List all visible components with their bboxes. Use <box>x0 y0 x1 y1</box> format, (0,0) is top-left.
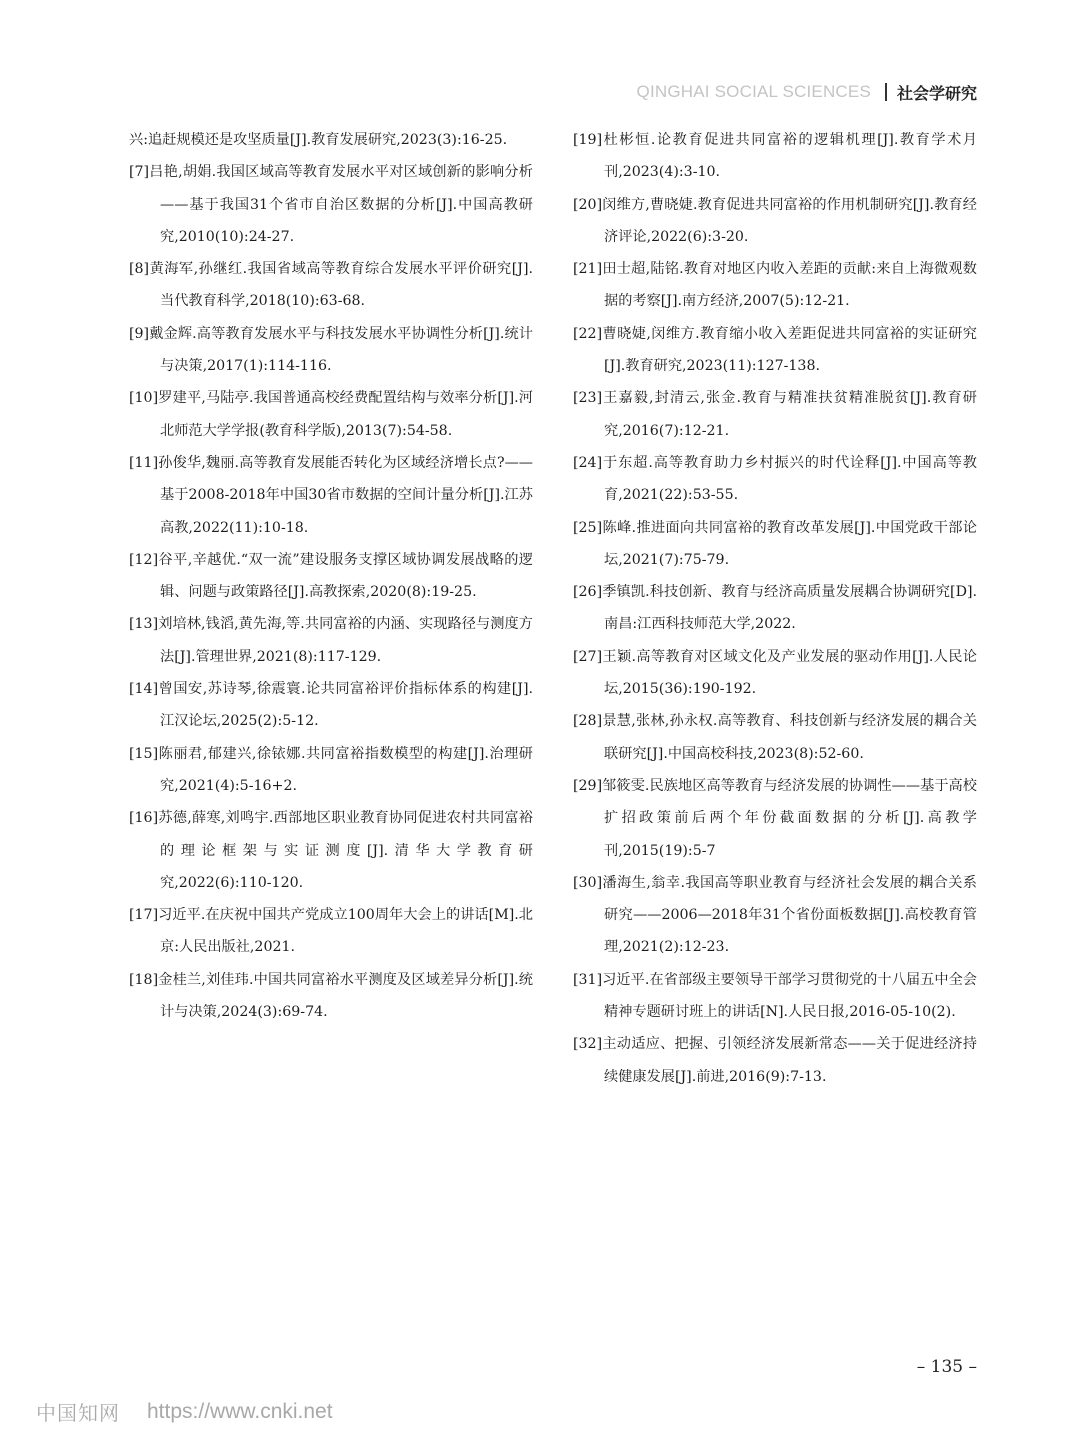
header-divider <box>885 83 887 101</box>
reference-item: [19]杜彬恒.论教育促进共同富裕的逻辑机理[J].教育学术月刊,2023(4):3-10. <box>573 132 977 181</box>
reference-item: 兴:追赶规模还是攻坚质量[J].教育发展研究,2023(3):16-25. <box>129 132 508 148</box>
references-right-column <box>573 124 977 1093</box>
reference-item: [15]陈丽君,郁建兴,徐铱娜.共同富裕指数模型的构建[J].治理研究,2021(4):5-16+2. <box>129 745 533 794</box>
reference-item: [7]吕艳,胡娟.我国区域高等教育发展水平对区域创新的影响分析——基于我国31个省市自治区数据的分析[J].中国高教研究,2010(10):24-27. <box>129 164 533 245</box>
reference-item: [29]邹筱雯.民族地区高等教育与经济发展的协调性——基于高校扩招政策前后两个年份截面数据的分析[J].高教学刊,2015(19):5-7 <box>573 777 977 859</box>
running-header <box>637 80 977 104</box>
reference-item: [10]罗建平,马陆亭.我国普通高校经费配置结构与效率分析[J].河北师范大学学报(教育科学版),2013(7):54-58. <box>129 390 533 439</box>
reference-item: [32]主动适应、把握、引领经济发展新常态——关于促进经济持续健康发展[J].前进,2016(9):7-13. <box>573 1036 977 1085</box>
reference-item: [9]戴金辉.高等教育发展水平与科技发展水平协调性分析[J].统计与决策,2017(1):114-116. <box>129 325 533 375</box>
journal-name-english: QINGHAI SOCIAL SCIENCES <box>636 82 871 101</box>
watermark-site-name: 中国知网 <box>36 1401 120 1425</box>
reference-item: [22]曹晓婕,闵维方.教育缩小收入差距促进共同富裕的实证研究[J].教育研究,2023(11):127-138. <box>573 325 977 375</box>
reference-item: [18]金桂兰,刘佳玮.中国共同富裕水平测度及区域差异分析[J].统计与决策,2024(3):69-74. <box>129 971 533 1021</box>
section-title: 社会学研究 <box>896 83 977 103</box>
reference-item: [11]孙俊华,魏丽.高等教育发展能否转化为区域经济增长点?——基于2008-2018年中国30省市数据的空间计量分析[J].江苏高教,2022(11):10-18. <box>129 454 533 536</box>
reference-item: [12]谷平,辛越优.“双一流”建设服务支撑区域协调发展战略的逻辑、问题与政策路径[J].高教探索,2020(8):19-25. <box>129 551 533 601</box>
reference-item: [30]潘海生,翁幸.我国高等职业教育与经济社会发展的耦合关系研究——2006—2018年31个省份面板数据[J].高校教育管理,2021(2):12-23. <box>573 874 977 956</box>
reference-item: [8]黄海军,孙继红.我国省域高等教育综合发展水平评价研究[J].当代教育科学,2018(10):63-68. <box>129 261 533 310</box>
reference-item: [23]王嘉毅,封清云,张金.教育与精准扶贫精准脱贫[J].教育研究,2016(7):12-21. <box>573 390 977 439</box>
reference-item: [25]陈峰.推进面向共同富裕的教育改革发展[J].中国党政干部论坛,2021(7):75-79. <box>573 519 977 568</box>
cnki-watermark <box>36 1397 333 1426</box>
reference-item: [28]景慧,张林,孙永权.高等教育、科技创新与经济发展的耦合关联研究[J].中国高校科技,2023(8):52-60. <box>573 713 977 762</box>
watermark-url: https://www.cnki.net <box>147 1399 333 1423</box>
reference-item: [26]季镇凯.科技创新、教育与经济高质量发展耦合协调研究[D].南昌:江西科技师范大学,2022. <box>573 584 977 633</box>
reference-item: [20]闵维方,曹晓婕.教育促进共同富裕的作用机制研究[J].教育经济评论,2022(6):3-20. <box>573 196 977 245</box>
reference-item: [16]苏德,薛寒,刘鸣宇.西部地区职业教育协同促进农村共同富裕的理论框架与实证测度[J].清华大学教育研究,2022(6):110-120. <box>129 810 533 891</box>
reference-item: [13]刘培林,钱滔,黄先海,等.共同富裕的内涵、实现路径与测度方法[J].管理世界,2021(8):117-129. <box>129 616 533 665</box>
reference-item: [17]习近平.在庆祝中国共产党成立100周年大会上的讲话[M].北京:人民出版社,2021. <box>129 907 533 956</box>
reference-item: [14]曾国安,苏诗琴,徐震寰.论共同富裕评价指标体系的构建[J].江汉论坛,2025(2):5-12. <box>129 681 533 730</box>
reference-item: [27]王颖.高等教育对区域文化及产业发展的驱动作用[J].人民论坛,2015(36):190-192. <box>573 648 977 698</box>
reference-item: [24]于东超.高等教育助力乡村振兴的时代诠释[J].中国高等教育,2021(22):53-55. <box>573 454 977 504</box>
reference-item: [21]田士超,陆铭.教育对地区内收入差距的贡献:来自上海微观数据的考察[J].南方经济,2007(5):12-21. <box>573 261 977 310</box>
page-number: – 135 – <box>916 1357 977 1377</box>
references-left-column <box>129 124 533 1028</box>
reference-item: [31]习近平.在省部级主要领导干部学习贯彻党的十八届五中全会精神专题研讨班上的讲话[N].人民日报,2016-05-10(2). <box>573 971 977 1021</box>
